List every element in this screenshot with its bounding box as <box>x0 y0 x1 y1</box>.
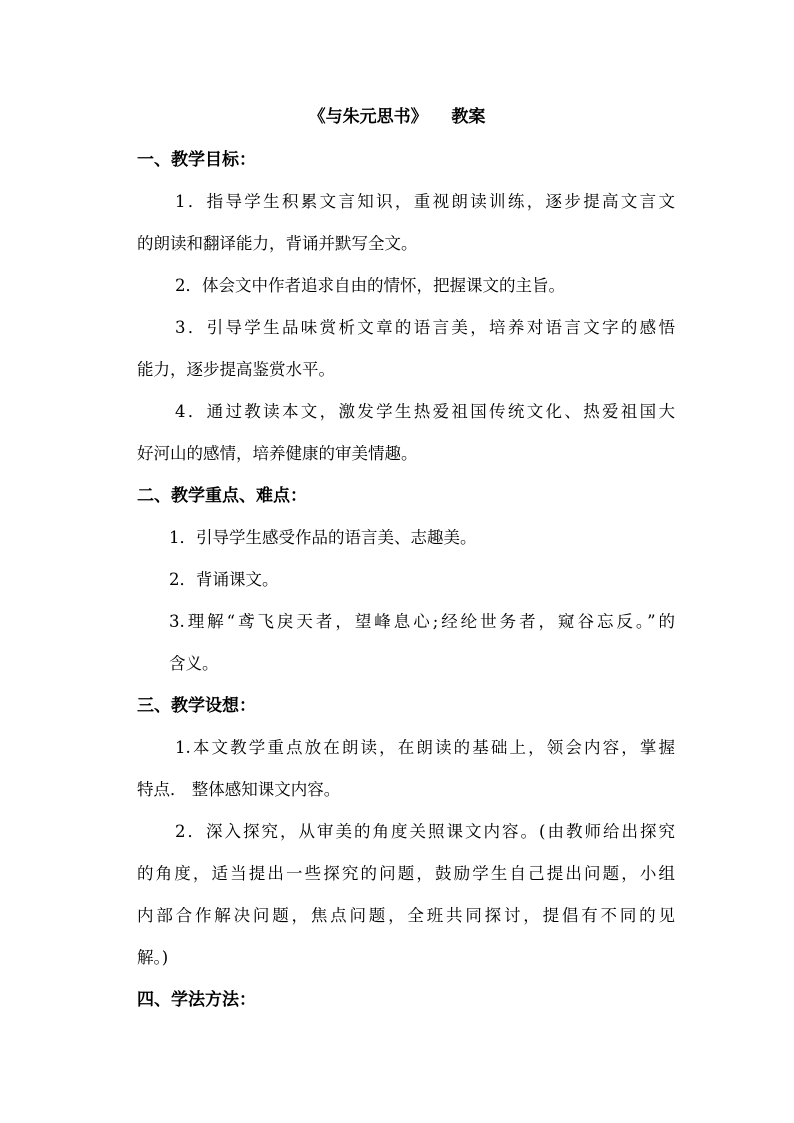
paragraph-line: 能力，逐步提高鉴赏水平。 <box>137 360 335 379</box>
paragraph-line: 2．深入探究，从审美的角度关照课文内容。(由教师给出探究 <box>175 822 675 841</box>
paragraph-line: 解。) <box>137 948 169 967</box>
section-heading-objectives: 一、教学目标： <box>137 150 256 170</box>
section-heading-teaching-plan: 三、教学设想： <box>137 696 256 716</box>
paragraph-line: 含义。 <box>169 654 219 673</box>
paragraph-line: 的角度，适当提出一些探究的问题，鼓励学生自己提出问题，小组 <box>137 864 675 883</box>
paragraph-line: 4．通过教读本文，激发学生热爱祖国传统文化、热爱祖国大 <box>175 402 675 421</box>
paragraph-line: 3.理解“鸢飞戾天者，望峰息心;经纶世务者，窥谷忘反。”的 <box>169 612 675 631</box>
paragraph-line: 1．指导学生积累文言知识，重视朗读训练，逐步提高文言文 <box>175 192 675 211</box>
paragraph-line: 特点． 整体感知课文内容。 <box>137 780 341 799</box>
paragraph-line: 的朗读和翻译能力，背诵并默写全文。 <box>137 234 418 253</box>
paragraph-line: 好河山的感情，培养健康的审美情趣。 <box>137 444 418 463</box>
section-heading-study-methods: 四、学法方法： <box>137 990 256 1010</box>
paragraph-line: 内部合作解决问题，焦点问题，全班共同探讨，提倡有不同的见 <box>137 906 675 925</box>
section-heading-key-points: 二、教学重点、难点： <box>137 486 307 506</box>
paragraph-line: 3．引导学生品味赏析文章的语言美，培养对语言文字的感悟 <box>175 318 675 337</box>
paragraph-line: 1.本文教学重点放在朗读，在朗读的基础上，领会内容，掌握 <box>175 738 675 757</box>
paragraph-line: 1．引导学生感受作品的语言美、志趣美。 <box>169 528 477 547</box>
page-title: 《与朱元思书》 教案 <box>308 107 486 127</box>
paragraph-line: 2．背诵课文。 <box>169 570 279 589</box>
paragraph-line: 2．体会文中作者追求自由的情怀，把握课文的主旨。 <box>175 276 565 295</box>
